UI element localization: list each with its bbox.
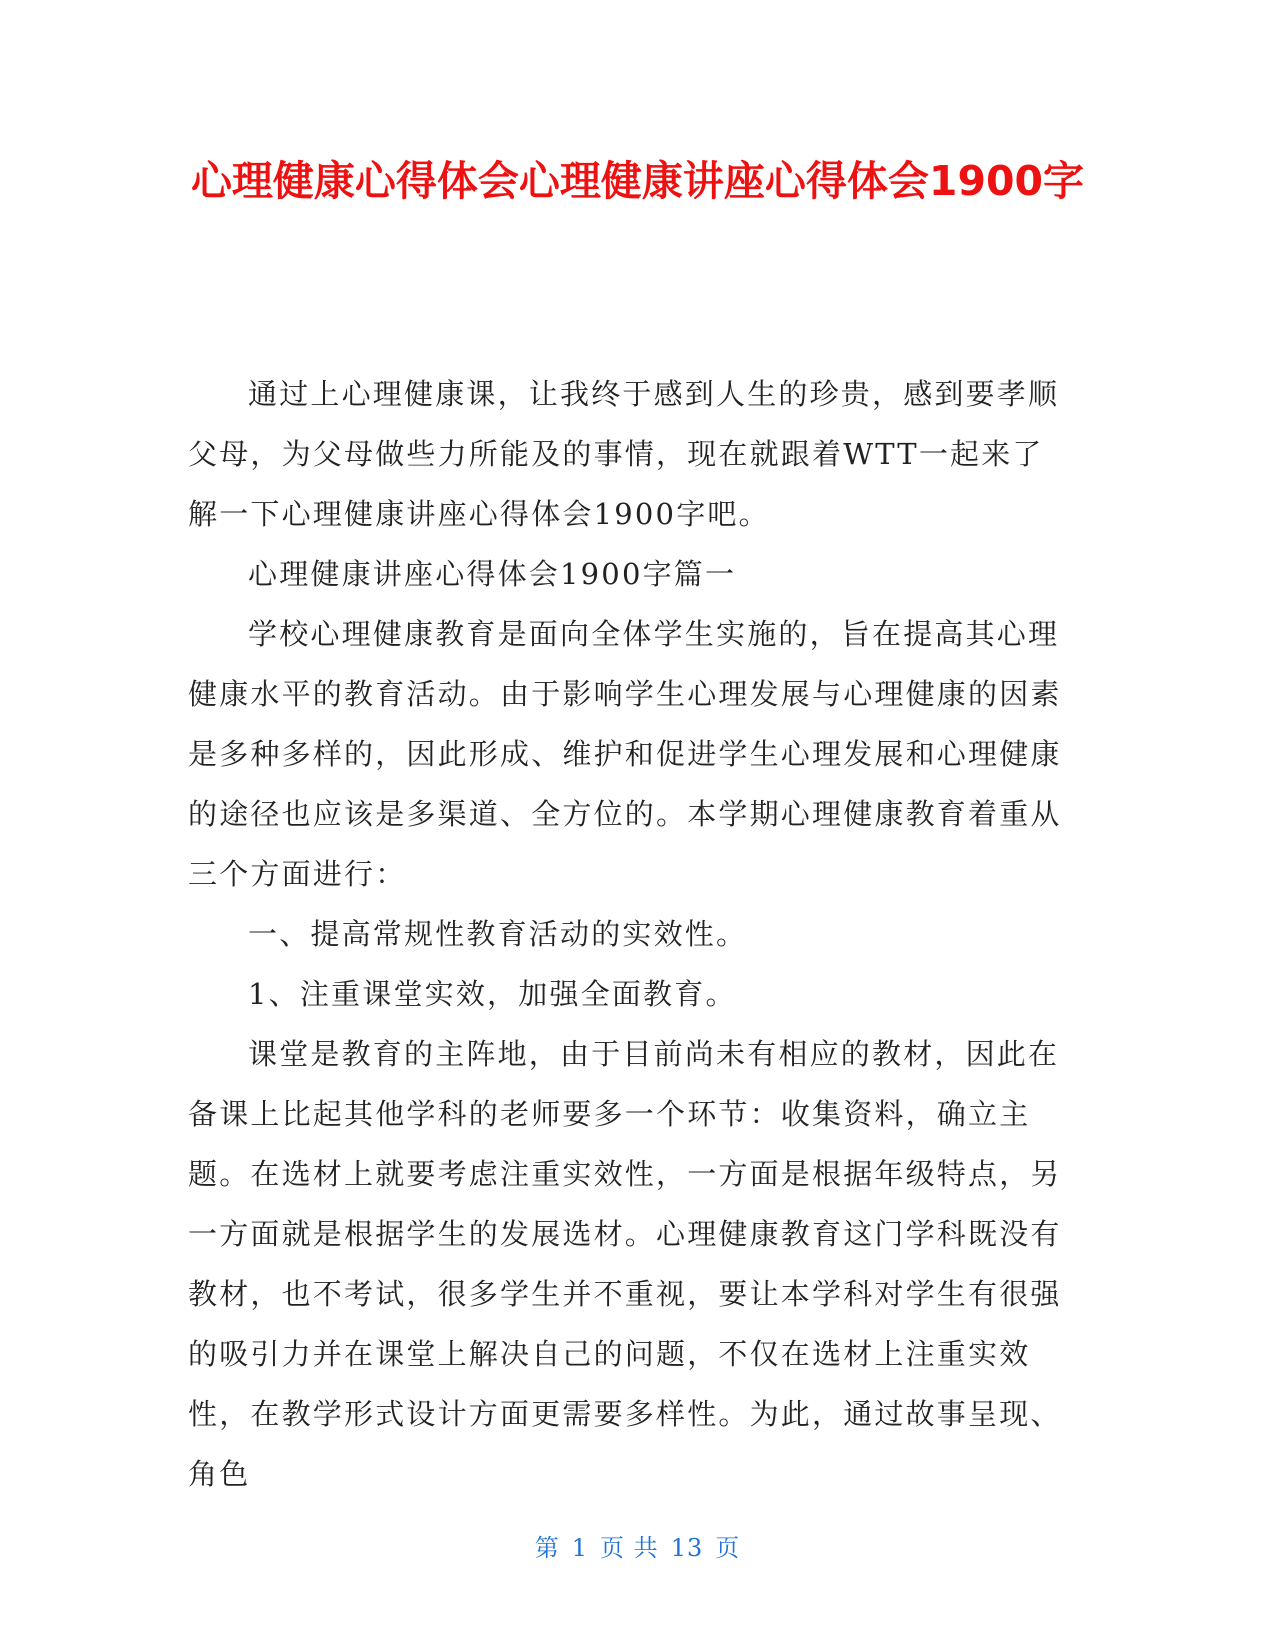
section-heading: 心理健康讲座心得体会1900字篇一 bbox=[248, 557, 737, 591]
footer-prefix: 第 bbox=[534, 1534, 560, 1562]
paragraph-intro: 通过上心理健康课，让我终于感到人生的珍贵，感到要孝顺父母，为父母做些力所能及的事情，现在就跟着WTT一起来了解一下心理健康讲座心得体会1900字吧。 bbox=[188, 377, 1060, 531]
document-body bbox=[188, 364, 1063, 1504]
subheading: 1、注重课堂实效，加强全面教育。 bbox=[248, 977, 737, 1011]
page-footer bbox=[0, 1528, 1275, 1563]
paragraph: 课堂是教育的主阵地，由于目前尚未有相应的教材，因此在备课上比起其他学科的老师要多一个环节：收集资料，确立主题。在选材上就要考虑注重实效性，一方面是根据年级特点，另一方面就是根据学生的发展选材。心理健康教育这门学科既没有教材，也不考试，很多学生并不重视，要让本学科对学生有很强的吸引力并在课堂上解决自己的问题，不仅在选材上注重实效性，在教学形式设计方面更需要多样性。为此，通过故事呈现、角色 bbox=[188, 1037, 1062, 1491]
current-page-number: 1 bbox=[571, 1534, 589, 1562]
subheading: 一、提高常规性教育活动的实效性。 bbox=[248, 917, 748, 951]
footer-middle: 页 共 bbox=[600, 1534, 659, 1562]
footer-suffix: 页 bbox=[715, 1534, 741, 1562]
total-pages-number: 13 bbox=[670, 1534, 704, 1562]
document-title: 心理健康心得体会心理健康讲座心得体会1900字 bbox=[190, 157, 1085, 205]
paragraph: 学校心理健康教育是面向全体学生实施的，旨在提高其心理健康水平的教育活动。由于影响学生心理发展与心理健康的因素是多种多样的，因此形成、维护和促进学生心理发展和心理健康的途径也应该是多渠道、全方位的。本学期心理健康教育着重从三个方面进行： bbox=[188, 617, 1062, 891]
